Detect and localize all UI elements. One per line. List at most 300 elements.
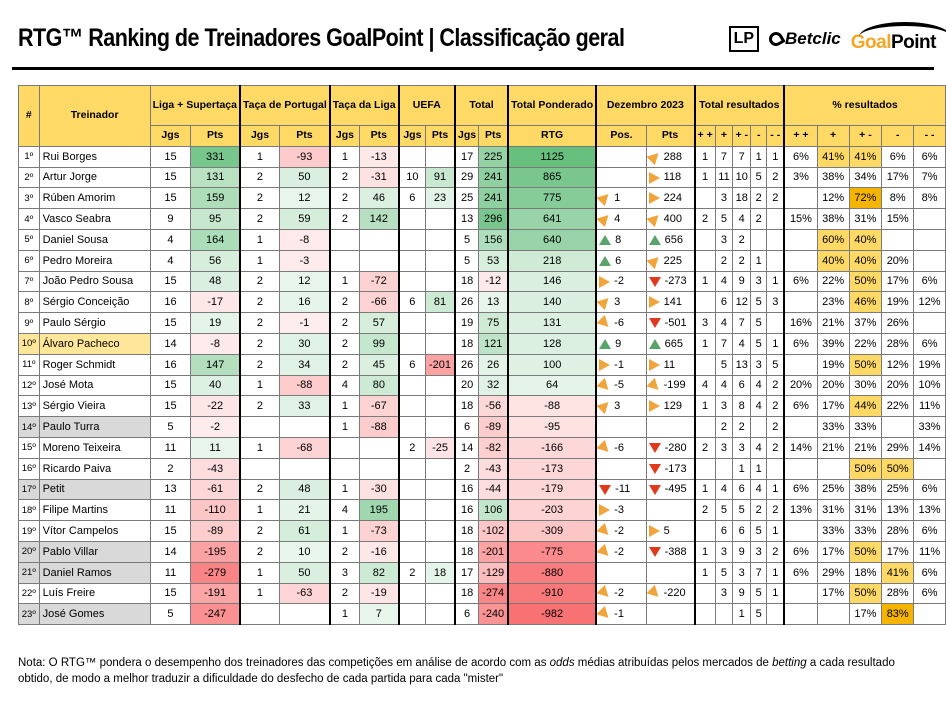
uefa-pontos bbox=[426, 458, 455, 479]
taca-portugal-pontos: -1 bbox=[280, 313, 330, 334]
taca-portugal-pontos: 33 bbox=[280, 396, 330, 417]
header-r-d: - bbox=[751, 126, 767, 147]
dezembro-pontos: -501 bbox=[646, 313, 694, 334]
trend-arrow-icon bbox=[597, 294, 613, 310]
header-total: Total bbox=[455, 86, 508, 126]
taca-liga-jogos: 1 bbox=[330, 271, 360, 292]
dezembro-posicao: 6 bbox=[596, 250, 646, 271]
taca-liga-pontos: 195 bbox=[360, 500, 399, 521]
liga-pontos: 40 bbox=[191, 375, 240, 396]
uefa-pontos bbox=[426, 541, 455, 562]
resultado-count bbox=[767, 229, 784, 250]
rtg-value: 640 bbox=[508, 229, 596, 250]
coach-name: Paulo Sérgio bbox=[39, 313, 150, 334]
resultado-count: 2 bbox=[751, 500, 767, 521]
resultado-count: 1 bbox=[695, 333, 716, 354]
dezembro-pontos: 225 bbox=[646, 250, 694, 271]
header-pts: Pts bbox=[646, 126, 694, 147]
resultado-pct bbox=[817, 604, 849, 625]
dezembro-posicao: 3 bbox=[596, 396, 646, 417]
header-pts: Pts bbox=[191, 126, 240, 147]
liga-jogos: 14 bbox=[150, 333, 191, 354]
resultado-pct: 33% bbox=[817, 417, 849, 438]
dezembro-posicao bbox=[596, 562, 646, 583]
uefa-jogos bbox=[399, 417, 426, 438]
taca-portugal-pontos: 34 bbox=[280, 354, 330, 375]
resultado-count: 1 bbox=[767, 521, 784, 542]
trend-arrow-icon bbox=[649, 485, 661, 495]
taca-portugal-pontos: 30 bbox=[280, 333, 330, 354]
liga-jogos: 16 bbox=[150, 292, 191, 313]
rank-cell: 13º bbox=[19, 396, 40, 417]
resultado-pct: 6% bbox=[784, 479, 817, 500]
uefa-jogos: 2 bbox=[399, 562, 426, 583]
resultado-pct bbox=[882, 229, 914, 250]
liga-jogos: 15 bbox=[150, 146, 191, 167]
resultado-pct: 20% bbox=[817, 375, 849, 396]
resultado-pct: 13% bbox=[784, 500, 817, 521]
liga-pontos: -17 bbox=[191, 292, 240, 313]
trend-arrow-icon bbox=[597, 315, 613, 331]
rank-cell: 22º bbox=[19, 583, 40, 604]
total-jogos: 18 bbox=[455, 396, 479, 417]
trend-arrow-icon bbox=[649, 339, 661, 349]
liga-pontos: -89 bbox=[191, 521, 240, 542]
header-taca-portugal: Taça de Portugal bbox=[240, 86, 330, 126]
resultado-count: 3 bbox=[751, 354, 767, 375]
total-jogos: 16 bbox=[455, 479, 479, 500]
dezembro-pontos: -273 bbox=[646, 271, 694, 292]
resultado-count: 12 bbox=[733, 292, 751, 313]
resultado-count: 2 bbox=[767, 437, 784, 458]
uefa-pontos bbox=[426, 229, 455, 250]
trend-arrow-icon bbox=[597, 398, 613, 414]
header-rank: # bbox=[19, 86, 40, 147]
dezembro-pontos: 288 bbox=[646, 146, 694, 167]
resultado-pct: 33% bbox=[914, 417, 946, 438]
resultado-pct: 11% bbox=[914, 541, 946, 562]
resultado-pct: 50% bbox=[849, 271, 882, 292]
resultado-pct: 6% bbox=[784, 541, 817, 562]
taca-liga-jogos: 2 bbox=[330, 354, 360, 375]
taca-liga-pontos: 7 bbox=[360, 604, 399, 625]
rtg-value: 1125 bbox=[508, 146, 596, 167]
resultado-count bbox=[751, 229, 767, 250]
header-r-e: + - bbox=[733, 126, 751, 147]
trend-arrow-icon bbox=[646, 377, 662, 393]
resultado-count: 4 bbox=[751, 437, 767, 458]
liga-jogos: 5 bbox=[150, 417, 191, 438]
taca-liga-jogos: 1 bbox=[330, 521, 360, 542]
resultado-pct: 33% bbox=[817, 521, 849, 542]
uefa-jogos bbox=[399, 313, 426, 334]
dezembro-pontos: -388 bbox=[646, 541, 694, 562]
liga-jogos: 15 bbox=[150, 583, 191, 604]
resultado-count: 5 bbox=[751, 521, 767, 542]
taca-portugal-pontos: 48 bbox=[280, 479, 330, 500]
liga-jogos: 11 bbox=[150, 437, 191, 458]
taca-portugal-jogos: 2 bbox=[240, 521, 280, 542]
resultado-count: 18 bbox=[733, 188, 751, 209]
resultado-pct: 6% bbox=[914, 333, 946, 354]
liga-pontos: 131 bbox=[191, 167, 240, 188]
trend-arrow-icon bbox=[597, 211, 613, 227]
resultado-pct: 30% bbox=[849, 375, 882, 396]
resultado-count: 4 bbox=[751, 375, 767, 396]
dezembro-pontos bbox=[646, 604, 694, 625]
header-pts: Pts bbox=[280, 126, 330, 147]
resultado-count: 5 bbox=[715, 562, 733, 583]
rtg-value: -179 bbox=[508, 479, 596, 500]
dezembro-posicao: -1 bbox=[596, 604, 646, 625]
taca-portugal-pontos: -68 bbox=[280, 437, 330, 458]
liga-pontos: -110 bbox=[191, 500, 240, 521]
liga-pontos: -61 bbox=[191, 479, 240, 500]
taca-portugal-pontos: 12 bbox=[280, 271, 330, 292]
resultado-count: 1 bbox=[767, 479, 784, 500]
total-jogos: 18 bbox=[455, 583, 479, 604]
taca-portugal-jogos: 2 bbox=[240, 292, 280, 313]
resultado-pct: 28% bbox=[882, 583, 914, 604]
resultado-count: 2 bbox=[767, 541, 784, 562]
resultado-count: 1 bbox=[751, 250, 767, 271]
uefa-pontos bbox=[426, 209, 455, 230]
liga-pontos: -43 bbox=[191, 458, 240, 479]
table-row bbox=[19, 604, 946, 625]
taca-portugal-jogos: 2 bbox=[240, 541, 280, 562]
header-treinador: Treinador bbox=[39, 86, 150, 147]
header-pts: Pts bbox=[479, 126, 508, 147]
resultado-pct bbox=[914, 250, 946, 271]
taca-liga-pontos bbox=[360, 458, 399, 479]
resultado-pct: 26% bbox=[882, 313, 914, 334]
header-rtg: RTG bbox=[508, 126, 596, 147]
taca-liga-jogos: 1 bbox=[330, 479, 360, 500]
header-total-ponderado: Total Ponderado bbox=[508, 86, 596, 126]
taca-liga-pontos: -13 bbox=[360, 146, 399, 167]
resultado-pct: 50% bbox=[849, 541, 882, 562]
total-jogos: 17 bbox=[455, 146, 479, 167]
uefa-jogos bbox=[399, 229, 426, 250]
resultado-count: 8 bbox=[733, 396, 751, 417]
resultado-count: 1 bbox=[695, 396, 716, 417]
resultado-count: 1 bbox=[695, 562, 716, 583]
taca-portugal-pontos: -93 bbox=[280, 146, 330, 167]
taca-liga-pontos: -31 bbox=[360, 167, 399, 188]
resultado-pct: 22% bbox=[882, 396, 914, 417]
resultado-count: 1 bbox=[695, 167, 716, 188]
resultado-pct: 23% bbox=[817, 292, 849, 313]
resultado-pct: 22% bbox=[817, 271, 849, 292]
trend-arrow-icon bbox=[649, 464, 661, 474]
dezembro-pontos bbox=[646, 500, 694, 521]
header-p-e: + - bbox=[849, 126, 882, 147]
resultado-pct bbox=[784, 188, 817, 209]
resultado-count: 5 bbox=[751, 313, 767, 334]
resultado-pct: 38% bbox=[817, 167, 849, 188]
taca-liga-pontos: 57 bbox=[360, 313, 399, 334]
resultado-pct: 41% bbox=[817, 146, 849, 167]
uefa-pontos: 23 bbox=[426, 188, 455, 209]
taca-portugal-jogos: 2 bbox=[240, 209, 280, 230]
header-r-dd: - - bbox=[767, 126, 784, 147]
taca-portugal-pontos bbox=[280, 417, 330, 438]
resultado-pct: 19% bbox=[882, 292, 914, 313]
coach-name: Sérgio Conceição bbox=[39, 292, 150, 313]
trend-arrow-icon bbox=[597, 377, 613, 393]
uefa-jogos bbox=[399, 209, 426, 230]
resultado-pct: 37% bbox=[849, 313, 882, 334]
uefa-pontos bbox=[426, 479, 455, 500]
resultado-pct: 17% bbox=[817, 396, 849, 417]
rank-cell: 16º bbox=[19, 458, 40, 479]
resultado-pct: 6% bbox=[784, 396, 817, 417]
total-pontos: 296 bbox=[479, 209, 508, 230]
total-pontos: -274 bbox=[479, 583, 508, 604]
liga-pontos: -279 bbox=[191, 562, 240, 583]
header-pts: Pts bbox=[426, 126, 455, 147]
table-row bbox=[19, 250, 946, 271]
rank-cell: 7º bbox=[19, 271, 40, 292]
dezembro-posicao: -6 bbox=[596, 437, 646, 458]
coach-name: Pablo Villar bbox=[39, 541, 150, 562]
resultado-pct: 40% bbox=[849, 229, 882, 250]
resultado-pct bbox=[784, 229, 817, 250]
resultado-pct bbox=[784, 458, 817, 479]
coach-name: Rui Borges bbox=[39, 146, 150, 167]
total-pontos: 241 bbox=[479, 167, 508, 188]
resultado-pct: 41% bbox=[849, 146, 882, 167]
dezembro-posicao: 8 bbox=[596, 229, 646, 250]
total-pontos: 106 bbox=[479, 500, 508, 521]
liga-pontos: 159 bbox=[191, 188, 240, 209]
total-jogos: 13 bbox=[455, 209, 479, 230]
dezembro-pontos: 118 bbox=[646, 167, 694, 188]
resultado-count: 1 bbox=[733, 604, 751, 625]
resultado-pct: 34% bbox=[849, 167, 882, 188]
uefa-pontos bbox=[426, 375, 455, 396]
resultado-pct bbox=[784, 521, 817, 542]
uefa-jogos bbox=[399, 333, 426, 354]
rank-cell: 21º bbox=[19, 562, 40, 583]
resultado-pct bbox=[784, 417, 817, 438]
header-jgs: Jgs bbox=[455, 126, 479, 147]
rank-cell: 15º bbox=[19, 437, 40, 458]
taca-portugal-pontos bbox=[280, 458, 330, 479]
resultado-count: 11 bbox=[715, 167, 733, 188]
resultado-count: 1 bbox=[695, 541, 716, 562]
resultado-count: 6 bbox=[733, 479, 751, 500]
taca-portugal-jogos: 2 bbox=[240, 396, 280, 417]
taca-portugal-jogos: 2 bbox=[240, 354, 280, 375]
rank-cell: 5º bbox=[19, 229, 40, 250]
resultado-pct: 21% bbox=[817, 437, 849, 458]
trend-arrow-icon bbox=[599, 504, 610, 516]
resultado-count: 2 bbox=[767, 417, 784, 438]
header-p-v: + bbox=[817, 126, 849, 147]
liga-pontos: -8 bbox=[191, 333, 240, 354]
resultado-pct: 21% bbox=[817, 313, 849, 334]
resultado-count bbox=[767, 250, 784, 271]
coach-name: Petit bbox=[39, 479, 150, 500]
liga-pontos: 56 bbox=[191, 250, 240, 271]
header-taca-liga: Taça da Liga bbox=[330, 86, 399, 126]
resultado-count: 5 bbox=[751, 333, 767, 354]
liga-jogos: 9 bbox=[150, 209, 191, 230]
resultado-pct: 50% bbox=[849, 458, 882, 479]
taca-liga-pontos: -73 bbox=[360, 521, 399, 542]
taca-liga-jogos: 2 bbox=[330, 541, 360, 562]
resultado-count: 5 bbox=[733, 500, 751, 521]
header-p-d: - bbox=[882, 126, 914, 147]
dezembro-pontos: -280 bbox=[646, 437, 694, 458]
taca-liga-jogos: 2 bbox=[330, 583, 360, 604]
uefa-pontos bbox=[426, 604, 455, 625]
taca-liga-pontos bbox=[360, 229, 399, 250]
resultado-count: 1 bbox=[767, 333, 784, 354]
total-pontos: 225 bbox=[479, 146, 508, 167]
total-jogos: 18 bbox=[455, 521, 479, 542]
resultado-count: 1 bbox=[767, 271, 784, 292]
taca-liga-pontos: -88 bbox=[360, 417, 399, 438]
dezembro-pontos: 400 bbox=[646, 209, 694, 230]
table-row bbox=[19, 354, 946, 375]
rtg-value: -88 bbox=[508, 396, 596, 417]
resultado-pct: 6% bbox=[914, 146, 946, 167]
dezembro-posicao: 3 bbox=[596, 292, 646, 313]
dezembro-pontos: 224 bbox=[646, 188, 694, 209]
lp-logo: LP bbox=[729, 26, 759, 52]
dezembro-pontos: 129 bbox=[646, 396, 694, 417]
taca-portugal-jogos: 2 bbox=[240, 333, 280, 354]
rank-cell: 6º bbox=[19, 250, 40, 271]
uefa-jogos bbox=[399, 250, 426, 271]
coach-name: Filipe Martins bbox=[39, 500, 150, 521]
rtg-value: 128 bbox=[508, 333, 596, 354]
resultado-pct: 6% bbox=[914, 562, 946, 583]
resultado-pct: 6% bbox=[784, 333, 817, 354]
taca-portugal-pontos: 10 bbox=[280, 541, 330, 562]
resultado-pct: 25% bbox=[817, 479, 849, 500]
header-jgs: Jgs bbox=[150, 126, 191, 147]
rank-cell: 19º bbox=[19, 521, 40, 542]
resultado-pct: 25% bbox=[882, 479, 914, 500]
total-jogos: 16 bbox=[455, 500, 479, 521]
taca-portugal-jogos: 1 bbox=[240, 146, 280, 167]
coach-name: João Pedro Sousa bbox=[39, 271, 150, 292]
uefa-pontos bbox=[426, 417, 455, 438]
dezembro-pontos: -199 bbox=[646, 375, 694, 396]
uefa-pontos bbox=[426, 146, 455, 167]
taca-portugal-pontos: -3 bbox=[280, 250, 330, 271]
rank-cell: 2º bbox=[19, 167, 40, 188]
resultado-count bbox=[695, 583, 716, 604]
rtg-value: -880 bbox=[508, 562, 596, 583]
taca-portugal-pontos: 21 bbox=[280, 500, 330, 521]
uefa-pontos: 18 bbox=[426, 562, 455, 583]
uefa-jogos: 10 bbox=[399, 167, 426, 188]
resultado-pct: 6% bbox=[784, 271, 817, 292]
uefa-jogos: 6 bbox=[399, 292, 426, 313]
dezembro-pontos: 11 bbox=[646, 354, 694, 375]
uefa-jogos: 2 bbox=[399, 437, 426, 458]
dezembro-posicao: -2 bbox=[596, 521, 646, 542]
header-p-dd: - - bbox=[914, 126, 946, 147]
taca-liga-jogos bbox=[330, 229, 360, 250]
uefa-pontos: 81 bbox=[426, 292, 455, 313]
resultado-pct: 13% bbox=[914, 500, 946, 521]
table-row bbox=[19, 333, 946, 354]
ranking-table bbox=[18, 85, 946, 625]
trend-arrow-icon bbox=[597, 440, 613, 456]
total-pontos: -102 bbox=[479, 521, 508, 542]
dezembro-posicao: -5 bbox=[596, 375, 646, 396]
taca-portugal-pontos: -63 bbox=[280, 583, 330, 604]
taca-portugal-pontos: 50 bbox=[280, 562, 330, 583]
table-row bbox=[19, 146, 946, 167]
table-row bbox=[19, 229, 946, 250]
liga-jogos: 16 bbox=[150, 354, 191, 375]
resultado-count bbox=[751, 417, 767, 438]
resultado-pct: 83% bbox=[882, 604, 914, 625]
total-jogos: 26 bbox=[455, 292, 479, 313]
resultado-count: 3 bbox=[733, 562, 751, 583]
resultado-pct: 33% bbox=[849, 417, 882, 438]
total-pontos: 241 bbox=[479, 188, 508, 209]
resultado-count: 3 bbox=[715, 229, 733, 250]
goalpoint-arc-icon bbox=[859, 22, 946, 52]
coach-name: Pedro Moreira bbox=[39, 250, 150, 271]
resultado-count: 6 bbox=[733, 375, 751, 396]
resultado-count: 3 bbox=[751, 541, 767, 562]
resultado-count: 1 bbox=[767, 146, 784, 167]
taca-portugal-jogos: 2 bbox=[240, 167, 280, 188]
resultado-count: 5 bbox=[715, 354, 733, 375]
resultado-count: 2 bbox=[695, 500, 716, 521]
resultado-count: 7 bbox=[715, 333, 733, 354]
taca-portugal-jogos bbox=[240, 458, 280, 479]
resultado-count: 7 bbox=[733, 313, 751, 334]
resultado-pct: 44% bbox=[849, 396, 882, 417]
resultado-count bbox=[767, 604, 784, 625]
dezembro-pontos: 141 bbox=[646, 292, 694, 313]
resultado-pct: 17% bbox=[849, 604, 882, 625]
dezembro-pontos: 656 bbox=[646, 229, 694, 250]
liga-pontos: 19 bbox=[191, 313, 240, 334]
resultado-count: 4 bbox=[751, 479, 767, 500]
taca-portugal-jogos bbox=[240, 417, 280, 438]
resultado-count: 5 bbox=[767, 354, 784, 375]
taca-liga-jogos bbox=[330, 250, 360, 271]
rank-cell: 14º bbox=[19, 417, 40, 438]
uefa-pontos bbox=[426, 583, 455, 604]
dezembro-pontos: 665 bbox=[646, 333, 694, 354]
resultado-pct: 17% bbox=[882, 541, 914, 562]
liga-jogos: 5 bbox=[150, 604, 191, 625]
resultado-pct: 6% bbox=[914, 479, 946, 500]
resultado-count: 9 bbox=[733, 271, 751, 292]
resultado-count: 4 bbox=[751, 396, 767, 417]
resultado-pct: 7% bbox=[914, 167, 946, 188]
table-row bbox=[19, 167, 946, 188]
trend-arrow-icon bbox=[597, 523, 613, 539]
resultado-pct: 38% bbox=[849, 479, 882, 500]
coach-name: Moreno Teixeira bbox=[39, 437, 150, 458]
liga-pontos: -22 bbox=[191, 396, 240, 417]
liga-jogos: 15 bbox=[150, 188, 191, 209]
dezembro-posicao: -2 bbox=[596, 271, 646, 292]
resultado-count bbox=[695, 458, 716, 479]
